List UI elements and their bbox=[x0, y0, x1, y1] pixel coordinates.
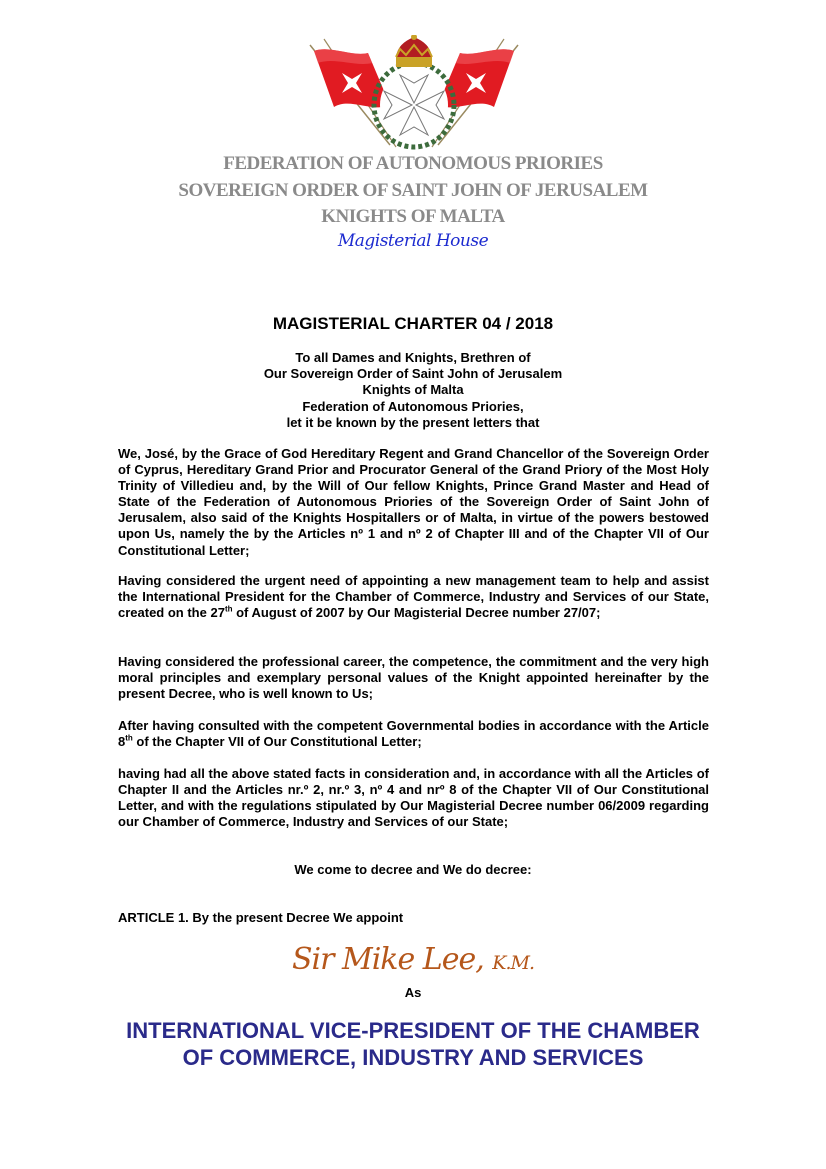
address-line: let it be known by the present letters that bbox=[286, 414, 540, 430]
address-line: Our Sovereign Order of Saint John of Jerusalem bbox=[263, 366, 563, 382]
address-line: Federation of Autonomous Priories, bbox=[302, 398, 524, 414]
career-paragraph: Having considered the professional career, the competence, the commitment and the very high moral principles and exemplary personal values of the Knight appointed hereinafter by the present Decree, who is well known to Us; bbox=[118, 654, 709, 702]
need-paragraph bbox=[118, 573, 709, 621]
decree-statement: We come to decree and We do decree: bbox=[294, 862, 532, 877]
need-text-before: Having considered the urgent need of appointing a new management team to help and assist the International President for the Chamber of Commerce, Industry and Services of our State, created on the 27 bbox=[118, 573, 709, 621]
appointment-title-line: INTERNATIONAL VICE-PRESIDENT OF THE CHAMBER bbox=[126, 1018, 700, 1043]
address-line: To all Dames and Knights, Brethren of bbox=[295, 350, 531, 365]
ordinal-suffix: th bbox=[125, 733, 133, 743]
federation-name: FEDERATION OF AUTONOMOUS PRIORIES bbox=[223, 153, 603, 174]
appointment-title-line: OF COMMERCE, INDUSTRY AND SERVICES bbox=[182, 1045, 644, 1070]
knights-of-malta: KNIGHTS OF MALTA bbox=[321, 206, 505, 227]
appointee-full-name: Sir Mike Lee, bbox=[291, 942, 484, 977]
appointee-postnominal: K.M. bbox=[492, 952, 535, 974]
charter-title: MAGISTERIAL CHARTER 04 / 2018 bbox=[272, 314, 554, 333]
consultation-text-after: of the Chapter VII of Our Constitutional Letter; bbox=[132, 734, 422, 750]
appointee-name bbox=[0, 942, 826, 977]
magisterial-house: Magisterial House bbox=[337, 231, 489, 251]
address-line: Knights of Malta bbox=[362, 382, 464, 398]
considerations-paragraph: having had all the above stated facts in consideration and, in accordance with all the Articles of Chapter II and the Articles nr.º 2, nr.º 3, nº 4 and nrº 8 of the Chapter VII of Our Constitutional Letter, and with the regulations stipulated by Our Magisterial Decree number 06/2009 regarding our Chamber of Commerce, Industry and Services of our State; bbox=[118, 766, 709, 830]
preamble-paragraph: We, José, by the Grace of God Hereditary Regent and Grand Chancellor of the Sovereign Order of Cyprus, Hereditary Grand Prior and Procurator General of the Grand Priory of the Most Holy Trinity of Villedieu and, by the Will of Our fellow Knights, Prince Grand Master and Head of State of the Federation of Autonomous Priories of the Sovereign Order of Saint John of Jerusalem, also said of the Knights Hospitallers or of Malta, in virtue of the powers bestowed upon Us, namely the by the Articles nº 1 and nº 2 of Chapter III and of the Chapter VII of Our Constitutional Letter; bbox=[118, 446, 709, 558]
order-name: SOVEREIGN ORDER OF SAINT JOHN OF JERUSALEM bbox=[178, 180, 648, 201]
consultation-paragraph bbox=[118, 718, 709, 750]
consultation-text-before: After having consulted with the competent Governmental bodies in accordance with the Article 8 bbox=[118, 718, 709, 750]
ordinal-suffix: th bbox=[224, 604, 233, 614]
article-1: ARTICLE 1. By the present Decree We appoint bbox=[118, 910, 404, 925]
need-text-after: of August of 2007 by Our Magisterial Decree number 27/07; bbox=[232, 605, 601, 621]
address-block bbox=[0, 350, 826, 431]
as-label: As bbox=[404, 985, 422, 1000]
order-emblem-logo bbox=[300, 35, 528, 157]
